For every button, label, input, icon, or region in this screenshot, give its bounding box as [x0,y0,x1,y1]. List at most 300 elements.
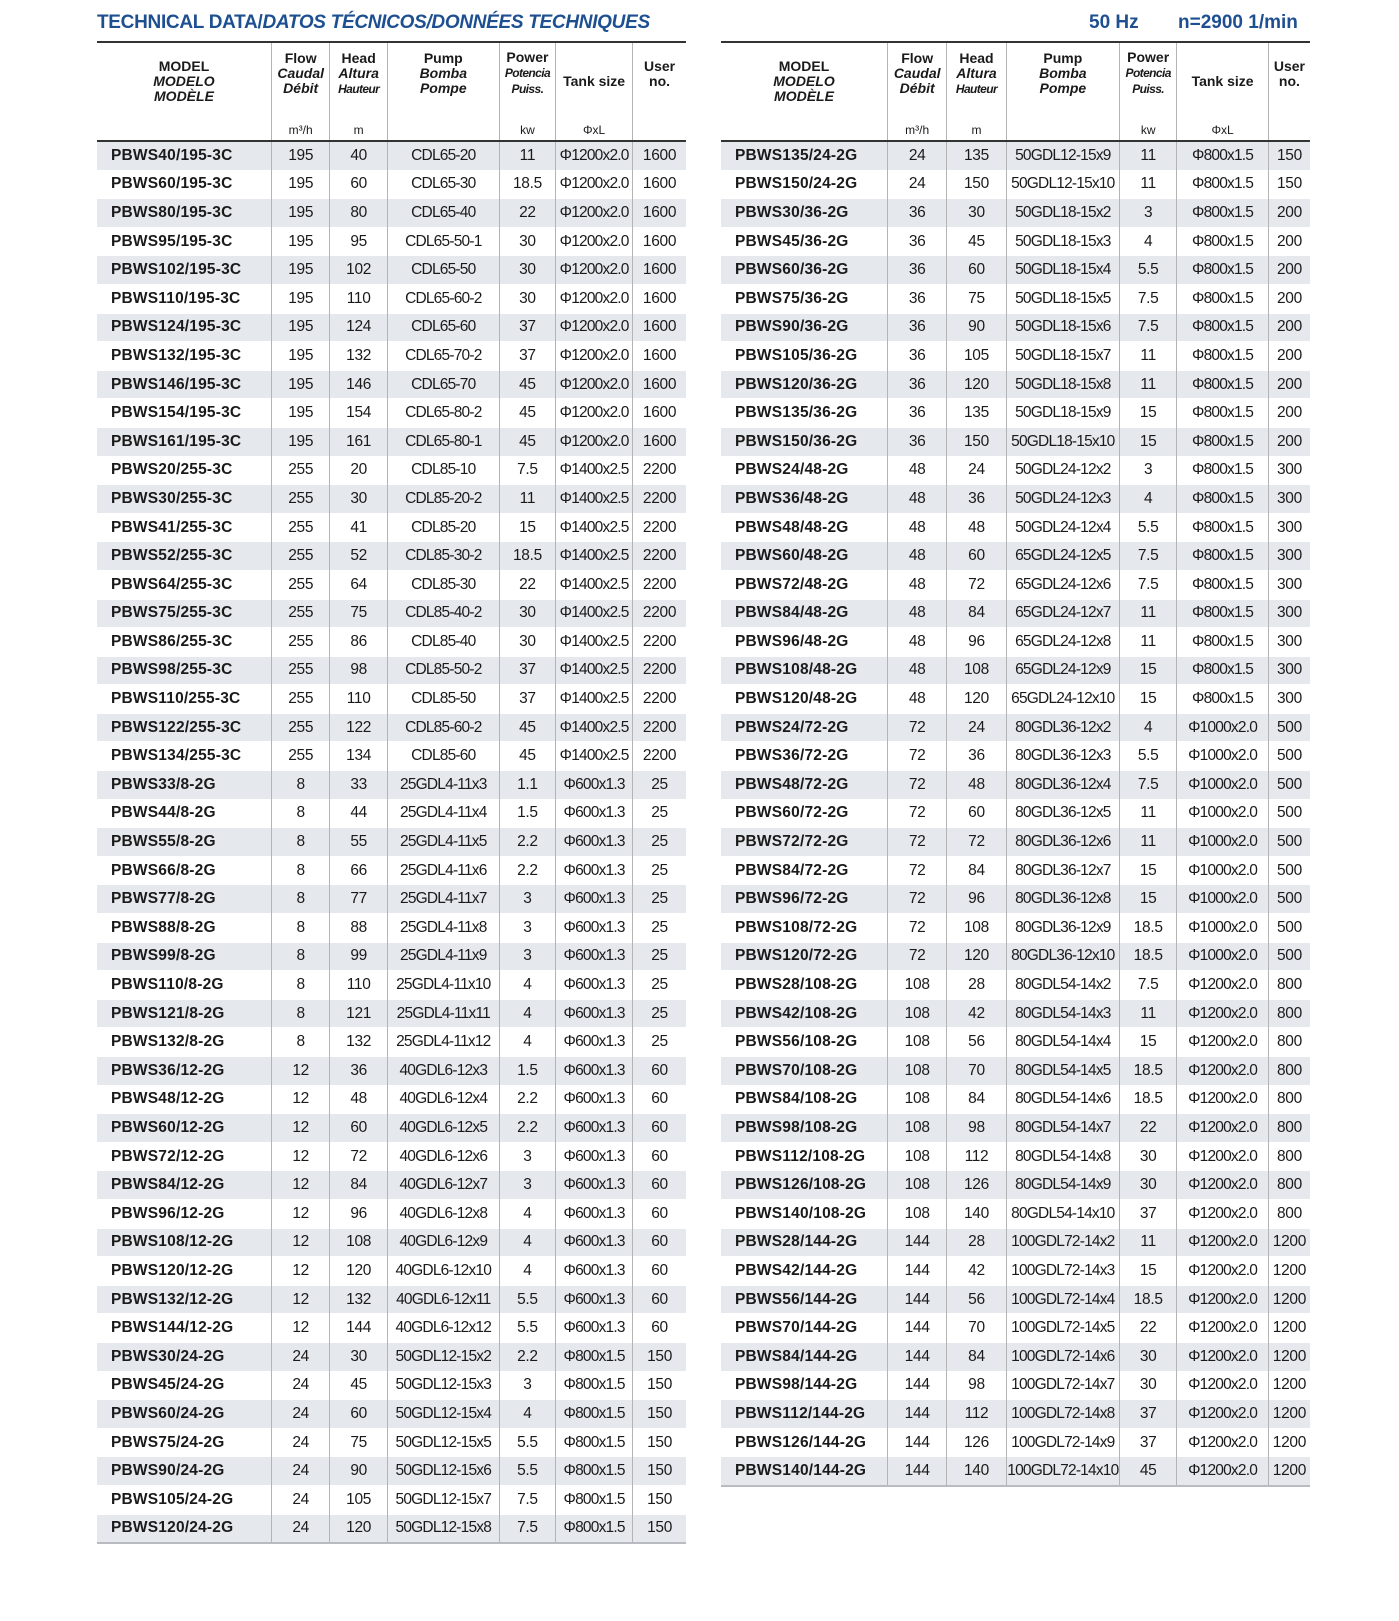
col-power-header: Power Potencia Puiss. [499,42,555,119]
user-cell: 150 [633,1428,686,1457]
pump-cell: 50GDL18-15x9 [1006,399,1119,428]
pump-cell: CDL65-50 [387,256,499,285]
table-row [721,1285,1310,1314]
power-cell: 15 [1120,1028,1177,1057]
model-cell: PBWS121/8-2G [97,999,271,1028]
header-row [97,42,686,119]
table-row [97,199,686,228]
head-cell: 108 [330,1228,387,1257]
power-cell: 15 [1120,399,1177,428]
user-cell: 60 [633,1114,686,1143]
pump-cell: CDL85-40 [387,628,499,657]
power-cell: 4 [499,1257,555,1286]
flow-cell: 144 [888,1257,947,1286]
flow-cell: 255 [271,485,329,514]
tank-cell: Φ1200x2.0 [1177,1057,1269,1086]
model-cell: PBWS112/144-2G [721,1400,888,1429]
flow-cell: 24 [271,1371,329,1400]
flow-cell: 195 [271,284,329,313]
user-cell: 25 [633,885,686,914]
model-cell: PBWS105/36-2G [735,346,858,364]
tank-cell: Φ1200x2.0 [1177,1085,1269,1114]
table-row [97,513,686,542]
table-row [97,742,686,771]
flow-cell: 195 [271,256,329,285]
user-cell: 1600 [633,399,686,428]
model-cell: PBWS120/12-2G [111,1261,234,1279]
power-cell: 30 [1120,1371,1177,1400]
power-cell: 37 [1120,1428,1177,1457]
model-cell: PBWS102/195-3C [97,256,271,285]
table-row [97,570,686,599]
tank-cell: Φ1400x2.5 [556,628,633,657]
flow-cell: 72 [888,771,947,800]
user-cell: 25 [633,1028,686,1057]
tank-cell: Φ1200x2.0 [1177,999,1269,1028]
user-cell: 500 [1268,799,1310,828]
pump-cell: 40GDL6-12x12 [387,1314,499,1343]
tank-cell: Φ1200x2.0 [556,399,633,428]
pump-cell: 25GDL4-11x11 [387,999,499,1028]
pump-cell: 40GDL6-12x4 [387,1085,499,1114]
tank-cell: Φ1200x2.0 [1177,1342,1269,1371]
table-row [97,227,686,256]
power-cell: 30 [499,227,555,256]
flow-cell: 195 [271,141,329,170]
model-cell: PBWS60/24-2G [97,1400,271,1429]
table-row [97,456,686,485]
head-cell: 60 [330,170,387,199]
table-row [97,399,686,428]
head-cell: 108 [947,656,1006,685]
head-cell: 42 [947,999,1006,1028]
flow-cell: 8 [271,999,329,1028]
model-cell: PBWS56/144-2G [721,1285,888,1314]
pump-cell: CDL85-20-2 [387,485,499,514]
tank-cell: Φ1400x2.5 [556,456,633,485]
pump-cell: 80GDL36-12x7 [1006,856,1119,885]
user-cell: 25 [633,999,686,1028]
flow-cell: 8 [271,971,329,1000]
user-cell: 25 [633,799,686,828]
power-cell: 4 [499,1199,555,1228]
tank-cell: Φ1400x2.5 [556,713,633,742]
flow-cell: 12 [271,1199,329,1228]
model-cell: PBWS150/36-2G [721,427,888,456]
tank-cell: Φ600x1.3 [556,1085,633,1114]
user-cell: 1600 [633,227,686,256]
power-cell: 15 [1120,656,1177,685]
pump-cell: 80GDL36-12x8 [1006,885,1119,914]
user-cell: 1600 [633,370,686,399]
tank-cell: Φ800x1.5 [1177,656,1269,685]
head-cell: 102 [330,256,387,285]
tank-cell: Φ800x1.5 [556,1371,633,1400]
header-row [721,42,1310,119]
power-cell: 37 [499,313,555,342]
flow-cell: 48 [888,628,947,657]
power-cell: 30 [499,284,555,313]
flow-cell: 144 [888,1285,947,1314]
table-row [97,828,686,857]
table-row [721,685,1310,714]
user-cell: 1200 [1268,1428,1310,1457]
pump-cell: CDL65-40 [387,199,499,228]
power-cell: 11 [1120,828,1177,857]
model-cell: PBWS110/8-2G [111,976,224,994]
table-row [97,170,686,199]
flow-cell: 24 [271,1514,329,1543]
tank-cell: Φ1400x2.5 [556,485,633,514]
pump-cell: 25GDL4-11x9 [387,942,499,971]
pump-cell: 80GDL54-14x7 [1006,1114,1119,1143]
user-cell: 25 [633,828,686,857]
unit-power: kw [1120,119,1177,141]
user-cell: 2200 [633,599,686,628]
head-cell: 110 [330,971,387,1000]
user-cell: 1600 [633,170,686,199]
table-row [721,856,1310,885]
table-row [721,742,1310,771]
pump-cell: CDL85-60-2 [387,713,499,742]
user-cell: 200 [1268,284,1310,313]
model-cell: PBWS112/108-2G [735,1147,866,1165]
flow-cell: 36 [888,284,947,313]
model-cell: PBWS66/8-2G [111,861,216,879]
head-cell: 72 [330,1142,387,1171]
head-cell: 24 [947,456,1006,485]
table-row [97,370,686,399]
flow-cell: 108 [888,1114,947,1143]
head-cell: 60 [947,256,1006,285]
table-row [97,856,686,885]
pump-cell: 50GDL18-15x6 [1006,313,1119,342]
flow-cell: 255 [271,685,329,714]
table-row [721,1085,1310,1114]
head-cell: 48 [947,771,1006,800]
head-cell: 45 [330,1371,387,1400]
flow-cell: 36 [888,427,947,456]
power-cell: 45 [499,370,555,399]
pump-cell: CDL85-40-2 [387,599,499,628]
head-cell: 72 [947,570,1006,599]
tank-cell: Φ1000x2.0 [1177,771,1269,800]
head-cell: 30 [330,1342,387,1371]
power-cell: 22 [1120,1314,1177,1343]
power-cell: 45 [1120,1457,1177,1486]
table-row [97,485,686,514]
tank-cell: Φ600x1.3 [556,914,633,943]
tank-cell: Φ600x1.3 [556,885,633,914]
power-cell: 11 [1120,628,1177,657]
power-cell: 7.5 [499,1514,555,1543]
flow-cell: 24 [888,170,947,199]
table-row [721,1114,1310,1143]
user-cell: 1200 [1268,1314,1310,1343]
user-cell: 60 [633,1314,686,1343]
table-row [721,1342,1310,1371]
tank-cell: Φ800x1.5 [556,1457,633,1486]
power-cell: 5.5 [1120,742,1177,771]
model-cell: PBWS36/72-2G [735,747,849,765]
power-cell: 7.5 [1120,971,1177,1000]
pump-cell: 100GDL72-14x9 [1006,1428,1119,1457]
table-row [97,542,686,571]
pump-cell: 80GDL36-12x10 [1006,942,1119,971]
power-cell: 37 [499,342,555,371]
head-cell: 41 [330,513,387,542]
pump-cell: 50GDL18-15x5 [1006,284,1119,313]
head-cell: 98 [947,1371,1006,1400]
head-cell: 124 [330,313,387,342]
power-cell: 22 [499,570,555,599]
pump-cell: 50GDL18-15x4 [1006,256,1119,285]
power-cell: 3 [1120,199,1177,228]
user-cell: 800 [1268,971,1310,1000]
power-cell: 45 [499,427,555,456]
table-row [97,1057,686,1086]
tank-cell: Φ800x1.5 [1177,456,1269,485]
pump-cell: 100GDL72-14x4 [1006,1285,1119,1314]
flow-cell: 36 [888,399,947,428]
pump-cell: 80GDL36-12x5 [1006,799,1119,828]
model-cell: PBWS72/12-2G [111,1147,225,1165]
tank-cell: Φ1200x2.0 [1177,1257,1269,1286]
power-cell: 2.2 [499,1342,555,1371]
tank-cell: Φ600x1.3 [556,1257,633,1286]
col-pump-header: Pump Bomba Pompe [387,42,499,119]
pump-cell: CDL65-50-1 [387,227,499,256]
user-cell: 200 [1268,427,1310,456]
user-cell: 500 [1268,885,1310,914]
tank-cell: Φ600x1.3 [556,856,633,885]
table-row [721,370,1310,399]
model-cell: PBWS96/72-2G [721,885,888,914]
table-row [97,999,686,1028]
pump-cell: CDL85-30 [387,570,499,599]
head-cell: 134 [330,742,387,771]
title-translations: DATOS TÉCNICOS/DONNÉES TECHNIQUES [262,12,650,33]
model-cell: PBWS36/48-2G [721,485,888,514]
power-cell: 4 [1120,713,1177,742]
pump-cell: 80GDL36-12x9 [1006,914,1119,943]
pump-cell: 25GDL4-11x3 [387,771,499,800]
table-row [721,342,1310,371]
head-cell: 150 [947,427,1006,456]
model-cell: PBWS70/144-2G [735,1319,858,1337]
flow-cell: 12 [271,1114,329,1143]
head-cell: 56 [947,1028,1006,1057]
head-cell: 96 [947,628,1006,657]
table-row [721,771,1310,800]
pump-cell: 50GDL12-15x3 [387,1371,499,1400]
model-cell: PBWS44/8-2G [111,804,216,822]
speed-label: n=2900 1/min [1178,12,1298,33]
flow-cell: 108 [888,1142,947,1171]
pump-cell: 50GDL12-15x2 [387,1342,499,1371]
flow-cell: 108 [888,999,947,1028]
table-row [97,1142,686,1171]
table-row [97,1228,686,1257]
user-cell: 2200 [633,742,686,771]
tank-cell: Φ600x1.3 [556,1228,633,1257]
tank-cell: Φ1200x2.0 [1177,1400,1269,1429]
flow-cell: 48 [888,570,947,599]
pump-cell: CDL65-80-2 [387,399,499,428]
tank-cell: Φ1200x2.0 [1177,1114,1269,1143]
pump-cell: 50GDL12-15x5 [387,1428,499,1457]
flow-cell: 255 [271,542,329,571]
head-cell: 28 [947,1228,1006,1257]
power-cell: 11 [1120,999,1177,1028]
head-cell: 66 [330,856,387,885]
power-cell: 18.5 [1120,942,1177,971]
flow-cell: 195 [271,370,329,399]
tank-cell: Φ1200x2.0 [1177,1199,1269,1228]
flow-cell: 255 [271,513,329,542]
flow-cell: 195 [271,427,329,456]
model-cell: PBWS84/72-2G [735,861,849,879]
model-cell: PBWS84/12-2G [97,1171,271,1200]
pump-cell: 40GDL6-12x6 [387,1142,499,1171]
head-cell: 122 [330,713,387,742]
table-row [721,1371,1310,1400]
user-cell: 25 [633,771,686,800]
tank-cell: Φ1200x2.0 [1177,1171,1269,1200]
model-cell: PBWS33/8-2G [97,771,271,800]
tank-cell: Φ1200x2.0 [1177,1371,1269,1400]
head-cell: 75 [330,599,387,628]
head-cell: 126 [947,1428,1006,1457]
head-cell: 99 [330,942,387,971]
power-cell: 15 [1120,1257,1177,1286]
flow-cell: 72 [888,713,947,742]
head-cell: 132 [330,342,387,371]
head-cell: 56 [947,1285,1006,1314]
col-pump-header: Pump Bomba Pompe [1006,42,1119,119]
power-cell: 5.5 [499,1285,555,1314]
table-row [721,885,1310,914]
tank-cell: Φ800x1.5 [1177,170,1269,199]
table-row [97,1114,686,1143]
model-cell: PBWS99/8-2G [97,942,271,971]
user-cell: 60 [633,1199,686,1228]
model-cell: PBWS120/72-2G [721,942,888,971]
tank-cell: Φ1000x2.0 [1177,885,1269,914]
power-cell: 7.5 [499,1485,555,1514]
pump-cell: CDL65-30 [387,170,499,199]
tank-cell: Φ1000x2.0 [1177,828,1269,857]
spec-table-right-body [721,141,1310,1486]
model-cell: PBWS144/12-2G [111,1319,234,1337]
tank-cell: Φ1200x2.0 [1177,1028,1269,1057]
head-cell: 40 [330,141,387,170]
table-row [721,1314,1310,1343]
model-cell: PBWS24/72-2G [721,713,888,742]
pump-cell: 80GDL36-12x6 [1006,828,1119,857]
table-row [97,1314,686,1343]
power-cell: 3 [499,1142,555,1171]
model-cell: PBWS108/12-2G [97,1228,271,1257]
head-cell: 121 [330,999,387,1028]
pump-cell: 80GDL36-12x2 [1006,713,1119,742]
table-row [97,342,686,371]
flow-cell: 48 [888,685,947,714]
table-row [97,799,686,828]
head-cell: 108 [947,914,1006,943]
head-cell: 98 [330,656,387,685]
table-row [721,713,1310,742]
power-cell: 37 [499,656,555,685]
tank-cell: Φ1200x2.0 [556,313,633,342]
head-cell: 75 [947,284,1006,313]
tank-cell: Φ800x1.5 [556,1514,633,1543]
flow-cell: 144 [888,1342,947,1371]
flow-cell: 48 [888,656,947,685]
tank-cell: Φ1200x2.0 [1177,1285,1269,1314]
tank-cell: Φ600x1.3 [556,1028,633,1057]
flow-cell: 12 [271,1257,329,1286]
table-row [97,599,686,628]
user-cell: 800 [1268,1028,1310,1057]
pump-cell: 65GDL24-12x10 [1006,685,1119,714]
pump-cell: 40GDL6-12x9 [387,1228,499,1257]
pump-cell: 40GDL6-12x11 [387,1285,499,1314]
flow-cell: 24 [271,1400,329,1429]
flow-cell: 12 [271,1314,329,1343]
power-cell: 3 [1120,456,1177,485]
unit-tank: ΦxL [1177,119,1269,141]
power-cell: 2.2 [499,856,555,885]
spec-table-left-body [97,141,686,1543]
model-cell: PBWS86/255-3C [111,632,233,650]
head-cell: 28 [947,971,1006,1000]
user-cell: 150 [1268,141,1310,170]
head-cell: 86 [330,628,387,657]
pump-cell: 25GDL4-11x4 [387,799,499,828]
model-cell: PBWS150/24-2G [735,175,858,193]
table-row [97,1028,686,1057]
tank-cell: Φ600x1.3 [556,771,633,800]
user-cell: 150 [633,1342,686,1371]
col-user-header: User no. [633,42,686,119]
flow-cell: 8 [271,856,329,885]
col-head-header: Head Altura Hauteur [947,42,1006,119]
pump-cell: 40GDL6-12x7 [387,1171,499,1200]
head-cell: 52 [330,542,387,571]
table-row [721,1028,1310,1057]
model-cell: PBWS72/72-2G [721,828,888,857]
power-cell: 11 [1120,1228,1177,1257]
head-cell: 110 [330,284,387,313]
head-cell: 96 [330,1199,387,1228]
power-cell: 22 [499,199,555,228]
model-cell: PBWS75/36-2G [735,289,849,307]
head-cell: 120 [947,685,1006,714]
flow-cell: 36 [888,342,947,371]
power-cell: 11 [499,141,555,170]
user-cell: 500 [1268,856,1310,885]
power-cell: 1.5 [499,799,555,828]
power-cell: 5.5 [1120,256,1177,285]
user-cell: 2200 [633,456,686,485]
tank-cell: Φ600x1.3 [556,1114,633,1143]
model-cell: PBWS40/195-3C [97,141,271,170]
head-cell: 36 [947,742,1006,771]
pump-cell: 80GDL54-14x4 [1006,1028,1119,1057]
head-cell: 154 [330,399,387,428]
model-cell: PBWS105/24-2G [111,1490,234,1508]
